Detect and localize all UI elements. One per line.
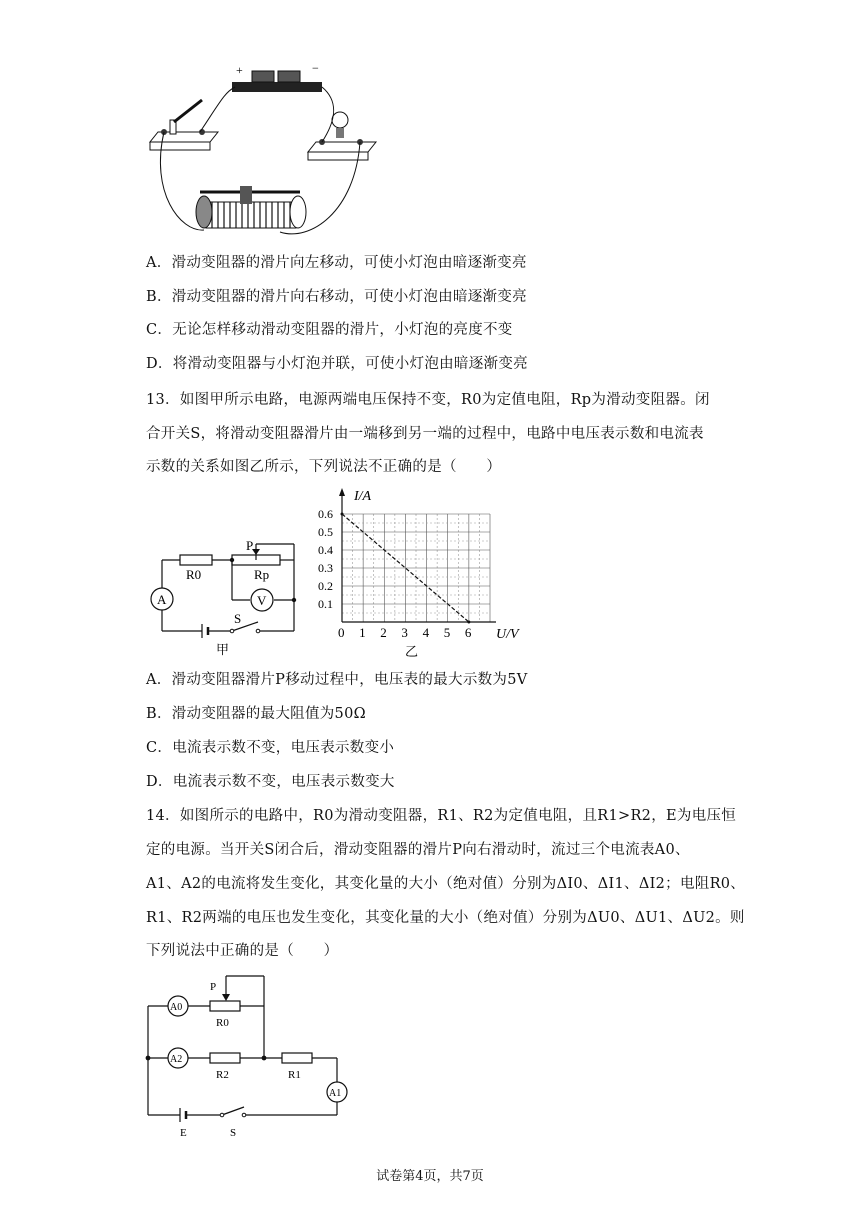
circuit-caption-jia: 甲 (216, 642, 230, 657)
r2-label: R2 (216, 1069, 229, 1081)
q13-option-a: A．滑动变阻器滑片P移动过程中，电压表的最大示数为5V (146, 672, 528, 688)
ammeter-a2-label: A2 (170, 1054, 183, 1065)
q12-option-a: A．滑动变阻器的滑片向左移动，可使小灯泡由暗逐渐变亮 (146, 255, 527, 271)
chart-ytick-label: 0.5 (318, 525, 333, 539)
q14-stem-line-3: A1、A2的电流将发生变化，其变化量的大小（绝对值）分别为ΔI0、ΔI1、ΔI2；电阻R0、 (146, 876, 746, 892)
battery-minus-label: − (312, 62, 319, 75)
chart-axes (339, 488, 496, 622)
q12-option-c: C．无论怎样移动滑动变阻器的滑片，小灯泡的亮度不变 (146, 322, 513, 338)
q13-option-c: C．电流表示数不变，电压表示数变小 (146, 740, 395, 756)
chart-xtick-label: 5 (443, 625, 451, 640)
chart-ytick-label: 0.3 (318, 561, 333, 575)
chart-ytick-label: 0.6 (318, 507, 333, 521)
q12-apparatus-figure (140, 62, 390, 242)
voltmeter-v-label: V (257, 593, 267, 608)
q14-stem-line-5: 下列说法中正确的是（ ） (146, 943, 339, 959)
source-e-label: E (180, 1127, 187, 1139)
switch-s-label: S (234, 611, 242, 626)
q13-circuit-jia (140, 530, 310, 660)
q13-option-b: B．滑动变阻器的最大阻值为50Ω (146, 706, 366, 722)
q13-graph-yi (310, 480, 540, 665)
chart-ytick-label: 0.4 (318, 543, 333, 557)
chart-xlabel: U/V (496, 627, 519, 642)
q13-stem-line-1: 13．如图甲所示电路，电源两端电压保持不变，R0为定值电阻，Rp为滑动变阻器。闭 (146, 392, 710, 408)
q12-option-b: B．滑动变阻器的滑片向右移动，可使小灯泡由暗逐渐变亮 (146, 289, 527, 305)
chart-series-point (467, 621, 470, 624)
slider-p-label: P (210, 981, 217, 993)
r0-label: R0 (216, 1017, 229, 1029)
q14-stem-line-1: 14．如图所示的电路中，R0为滑动变阻器，R1、R2为定值电阻，且R1>R2，E为电压恒 (146, 808, 737, 824)
rp-label: Rp (254, 567, 270, 582)
chart-xtick-label: 1 (359, 625, 366, 640)
r0-label: R0 (186, 567, 202, 582)
chart-ytick-label: 0.2 (318, 579, 333, 593)
chart-ytick-label: 0.1 (318, 597, 333, 611)
chart-series-point (341, 513, 344, 516)
chart-ylabel: I/A (354, 489, 372, 504)
ammeter-a0-label: A0 (170, 1002, 183, 1013)
chart-y-axis-arrow (339, 488, 345, 496)
ammeter-a-label: A (157, 592, 167, 607)
q14-stem-line-2: 定的电源。当开关S闭合后，滑动变阻器的滑片P向右滑动时，流过三个电流表A0、 (146, 842, 690, 858)
q13-stem-line-3: 示数的关系如图乙所示，下列说法不正确的是（ ） (146, 459, 502, 475)
chart-xtick-label: 4 (422, 625, 430, 640)
chart-caption-yi: 乙 (405, 644, 419, 659)
chart-grid (342, 514, 490, 622)
page-footer: 试卷第4页，共7页 (376, 1169, 484, 1184)
r1-label: R1 (288, 1069, 301, 1081)
chart-xtick-label: 3 (401, 625, 408, 640)
ammeter-a1-label: A1 (329, 1088, 342, 1099)
q14-stem-line-4: R1、R2两端的电压也发生变化，其变化量的大小（绝对值）分别为ΔU0、ΔU1、ΔU2。则 (146, 910, 745, 926)
q13-stem-line-2: 合开关S，将滑动变阻器滑片由一端移到另一端的过程中，电路中电压表示数和电流表 (146, 426, 704, 442)
switch-s-label: S (230, 1127, 237, 1139)
chart-xtick-label: 2 (380, 625, 387, 640)
battery-plus-label: + (236, 63, 243, 77)
chart-xtick-label: 0 (338, 625, 345, 640)
q13-option-d: D．电流表示数不变，电压表示数变大 (146, 774, 395, 790)
slider-p-label: P (246, 538, 254, 553)
chart-xtick-label: 6 (464, 625, 472, 640)
q12-option-d: D．将滑动变阻器与小灯泡并联，可使小灯泡由暗逐渐变亮 (146, 356, 528, 372)
q14-circuit (140, 970, 360, 1140)
